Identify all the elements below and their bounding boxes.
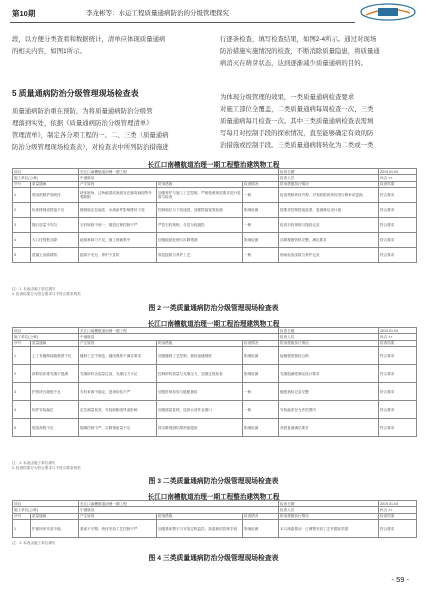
- right-column-para: 为体现分级管理的效果，一类质量通病检查要求 对施工部位全覆盖，二类质量通病每周检查一次，三类 质量通病每月检查一次。其中三类质量通病检查表需填 写每月对控制手段的探索情况，直至能够确定有效的防 治措施或控制手段。三类质量通病将转化为二类或一类: [220, 94, 374, 149]
- meta-row: 项目 长江口南槽航道治理一期工程 检查日期 2019.01.04: [13, 169, 417, 175]
- table-row: 2 砂肋软体排充填不饱满 充填砂料含泥量过高，充填压力不足 控制砂料质量与充填压力，加强过程检查 影响检测 充填饱满度满足设计要求 符合要求: [13, 365, 417, 383]
- header-row: 序号 质量通病 产生原因 防治措施 检查情况 防治措施执行情况 检查结果: [13, 181, 417, 187]
- table-row: 4 构件安装偏位 定位测量误差，安装船舶受风浪影响 加强测量复核，选择合适作业窗口 一般 安装偏差在允许范围内 符合要求: [13, 401, 417, 419]
- meta-row: 项目 长江口南槽航道治理一期工程 检查日期 2019.01.04: [13, 328, 417, 334]
- meta-row: 施工单位(公章) 中港航局 检查人员 孙吉 ××: [13, 175, 417, 181]
- figure-2-table-title: 长江口南槽航道治理一期工程整治建筑物工程: [147, 162, 280, 169]
- figure-3-caption: 图 3 二类质量通病防治分级管理现场检查表: [148, 478, 279, 485]
- figure-3-inspection-table: [12, 327, 417, 437]
- inspector-signature: 孙吉 ××: [379, 507, 417, 513]
- table-row: 4 大口径管桩沉降 地基承载力不足，施工荷载集中 加强地基处理与沉降观测 影响检测 沉降观测资料完整，满足要求 符合要求: [13, 233, 417, 248]
- meta-row: 项目 长江口南槽航道治理一期工程 检查日期 2019.01.04: [13, 501, 417, 507]
- figure-4-notes: 注：1. 本表由施工单位填写: [12, 541, 56, 545]
- table-row: 5 堤顶高程不足 抛填控制不严，沉降预留量不足 按沉降观测结果预留超高 影响检测 高程复测满足要求 符合要求: [13, 419, 417, 437]
- header-row: 序号 质量通病 产生原因 防治措施 检查情况 防治措施执行情况 检查结果: [13, 513, 417, 519]
- header-rule: [10, 22, 355, 23]
- running-head: 李龙彬等：水运工程质量通病防治的分级管理探究: [86, 10, 229, 17]
- header-row: 序号 质量通病 产生原因 防治措施 检查情况 防治措施执行情况 检查结果: [13, 340, 417, 346]
- table-row: 3 护底块石级配不良 石料来源不稳定，进场检验不严 加强进场检验与级配抽检 一般 级配抽检记录完整 符合要求: [13, 383, 417, 401]
- figure-3-notes: 注：1. 本表由施工单位填写 2. 检查结果分为符合要求与不符合要求两类: [12, 461, 81, 470]
- figure-3-table-title: 长江口南槽航道治理一期工程治理建筑物工程: [147, 321, 280, 328]
- meta-row: 施工单位(公章) 中港航局 检查人员 孙吉 ××: [13, 507, 417, 513]
- right-column-top: 行逐条检查，填写检查结果，如图2-4所示。通过对现场 防治措施实施情况的检查，不断消除质量隐患，将质量通 病消灭在萌芽状态，达到逐渐减少质量通病的目的。: [220, 36, 380, 67]
- table-row: 2 软体排铺设搭接不足 铺排船定位偏差，水流条件影响排体下放 控制船位与下放速度，加强搭接宽度检测 影响检测 按要求控制搭接宽度，复测满足设计值 符合要求: [13, 203, 417, 218]
- figure-2-notes: 注：1. 本表由施工单位填写 2. 检查结果分为符合要求与不符合要求两类: [12, 287, 81, 296]
- meta-row: 施工单位(公章) 中港航局 检查人员 孙吉 ××: [13, 334, 417, 340]
- section-heading: 5 质量通病防治分级管理现场检查表: [12, 89, 139, 98]
- inspector-signature: 孙吉 ××: [379, 334, 417, 340]
- inspector-signature: 孙吉 ××: [379, 175, 417, 181]
- figure-4-caption: 图 4 三类质量通病防治分级管理现场检查表: [148, 555, 279, 562]
- figure-4-inspection-table: [12, 500, 417, 538]
- table-row: 1 土工布缝制接缝强度不足 缝制工艺不规范，缝线强度不满足要求 加强缝制工艺控制，抽检接缝强度 影响检测 接缝强度抽检合格 符合要求: [13, 347, 417, 365]
- figure-2-inspection-table: [12, 168, 417, 263]
- journal-logo-icon: [360, 3, 416, 21]
- table-row: 1 护面块体安放不稳 基床不平整，块体安放工艺控制不严 加强基床整平与安放过程监控，探索新的控制手段 影响检测 本月探索情况：已调整安放工艺并跟踪效果 符合要求: [13, 520, 417, 538]
- issue-number: 第10期: [12, 9, 36, 18]
- table-row: 5 混凝土浇筑缺陷 振捣不充分，养护不及时 规范振捣与养护工艺 一般 现场检查浇筑与养护记录 符合要求: [13, 248, 417, 263]
- left-column-para: 质量通病防治重在预防，为将质量通病防治分级管 理落到实处，依据《质量通病防治分级管理清单》 管理清单》，制定各分项工程的一、二、三类（质量通病 防治分级管理现场检查表），对检查表中所列防治措施进: [12, 108, 169, 151]
- table-row: 3 抛石质量不均匀 石料规格不统一，抛投过程控制不严 严控石料规格，分层分段抛投 一般 检查石料规格与抛投记录 符合要求: [13, 218, 417, 233]
- figure-4-table-title: 长江口南槽航道治理一期工程整治建筑物工程: [147, 494, 280, 501]
- figure-2-caption: 图 2 一类质量通病防治分级管理现场检查表: [148, 305, 279, 312]
- page-header: [0, 0, 427, 26]
- left-column-top: 段，以方便分类查看和数据统计，清单应体现质量通病 的相关内容，如图1所示。: [12, 36, 166, 55]
- table-row: 1 堤身预制护面块体 块体缺角、边角破损或表面存在蜂窝麻面等外观缺陷 加强养护与施工工艺控制，严格按照规范要求进行验收与检查 一般 检查预制块体外观，对有缺陷的块体进行修补或更换 符合要求: [13, 188, 417, 203]
- page-number: - 59 -: [391, 575, 409, 584]
